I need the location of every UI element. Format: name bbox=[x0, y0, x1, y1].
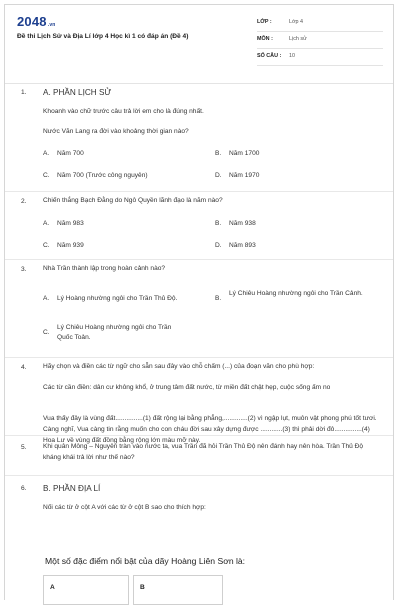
option-letter: A. bbox=[43, 220, 50, 227]
meta-key: LỚP : bbox=[257, 19, 272, 25]
column-a-header: A bbox=[43, 575, 129, 605]
question-number: 6. bbox=[21, 485, 27, 492]
option-text: Năm 938 bbox=[229, 220, 256, 227]
column-b-header: B bbox=[133, 575, 223, 605]
option-c[interactable] bbox=[43, 171, 148, 181]
option-text: Năm 939 bbox=[57, 242, 84, 249]
question-instruction: Nối các từ ở cột A với các từ ở cột B sao cho thích hợp: bbox=[43, 504, 206, 511]
question-number: 3. bbox=[21, 266, 27, 273]
option-text: Lý Hoàng nhường ngôi cho Trần Thủ Độ. bbox=[57, 295, 178, 302]
option-letter: A. bbox=[43, 150, 50, 157]
question-divider bbox=[5, 357, 393, 358]
option-b[interactable] bbox=[215, 149, 259, 159]
fill-in-words: Các từ cần điền: dân cư không khổ, ở trung tâm đất nước, từ miền đất chật hẹp, cuộc sống ấm no bbox=[43, 384, 331, 391]
option-b[interactable] bbox=[215, 289, 365, 304]
question-number: 5. bbox=[21, 444, 27, 451]
option-a[interactable] bbox=[43, 149, 84, 159]
option-text: Năm 700 (Trước công nguyên) bbox=[57, 172, 148, 179]
meta-value: Lớp 4 bbox=[289, 19, 304, 25]
meta-row-count bbox=[257, 49, 383, 66]
exam-meta bbox=[257, 15, 383, 66]
option-letter: B. bbox=[215, 150, 222, 157]
option-letter: C. bbox=[43, 172, 50, 179]
meta-key: MÔN : bbox=[257, 36, 273, 42]
document-title: Đề thi Lịch Sử và Địa Lí lớp 4 Học kì 1 có đáp án (Đề 4) bbox=[17, 33, 189, 40]
option-d[interactable] bbox=[215, 241, 256, 251]
option-b[interactable] bbox=[215, 219, 256, 229]
logo-tld: .vn bbox=[47, 22, 56, 28]
option-letter: B. bbox=[215, 295, 222, 302]
option-letter: B. bbox=[215, 220, 222, 227]
question-text: Nhà Trần thành lập trong hoàn cảnh nào? bbox=[43, 265, 166, 272]
section-title: A. PHẦN LỊCH SỬ bbox=[43, 88, 112, 97]
header-divider bbox=[5, 83, 393, 84]
option-letter: C. bbox=[43, 329, 50, 336]
site-logo[interactable] bbox=[17, 14, 56, 29]
match-table bbox=[43, 575, 383, 605]
option-text: Năm 1970 bbox=[229, 172, 260, 179]
fill-in-passage: Vua thấy đây là vùng đất...............(1) đất rộng lại bằng phẳng,.............(2) vì ngập lụt, muôn vật phong phú tốt tươi. Càng nghĩ, Vua càng tin rằng muốn cho con cháu đời sau xây dựng được ............(3) thì phải dời đô...............(4) Hoa Lư về vùng đất đồng bằng rộng lớn màu mỡ này. bbox=[43, 415, 377, 444]
option-letter: C. bbox=[43, 242, 50, 249]
question-divider bbox=[5, 191, 393, 192]
option-letter: A. bbox=[43, 295, 50, 302]
question-divider bbox=[5, 435, 393, 436]
option-c[interactable] bbox=[43, 241, 84, 251]
meta-row-subject bbox=[257, 32, 383, 49]
logo-text: 2048 bbox=[17, 14, 47, 29]
document-header bbox=[5, 5, 393, 71]
option-text: Năm 700 bbox=[57, 150, 84, 157]
option-text: Lý Chiêu Hoàng nhường ngôi cho Trần Cảnh. bbox=[229, 290, 363, 297]
option-d[interactable] bbox=[215, 171, 259, 181]
option-letter: D. bbox=[215, 172, 222, 179]
meta-key: SỐ CÂU : bbox=[257, 53, 282, 59]
option-text: Năm 1700 bbox=[229, 150, 260, 157]
question-number: 2. bbox=[21, 198, 27, 205]
option-text: Lý Chiêu Hoàng nhường ngôi cho Trần Quốc Toản. bbox=[57, 324, 172, 341]
option-text: Năm 893 bbox=[229, 242, 256, 249]
meta-row-grade bbox=[257, 15, 383, 32]
section-title: B. PHẦN ĐỊA LÍ bbox=[43, 484, 101, 493]
option-letter: D. bbox=[215, 242, 222, 249]
question-divider bbox=[5, 475, 393, 476]
option-c[interactable] bbox=[43, 323, 213, 343]
question-text: Chiến thắng Bạch Đằng do Ngô Quyền lãnh đạo là năm nào? bbox=[43, 197, 223, 204]
option-a[interactable] bbox=[43, 294, 213, 304]
meta-value: Lịch sử bbox=[289, 36, 307, 42]
match-subheading: Một số đặc điểm nổi bật của dãy Hoàng Liên Sơn là: bbox=[45, 556, 246, 566]
meta-value: 10 bbox=[289, 53, 295, 59]
question-number: 1. bbox=[21, 89, 27, 96]
document-frame bbox=[4, 4, 394, 600]
question-instruction: Khoanh vào chữ trước câu trả lời em cho là đúng nhất. bbox=[43, 108, 204, 115]
question-text: Hãy chọn và điền các từ ngữ cho sẵn sau đây vào chỗ chấm (...) của đoạn văn cho phù hợp: bbox=[43, 363, 315, 370]
option-text: Năm 983 bbox=[57, 220, 84, 227]
question-number: 4. bbox=[21, 364, 27, 371]
question-text: Nước Văn Lang ra đời vào khoảng thời gian nào? bbox=[43, 128, 189, 135]
option-a[interactable] bbox=[43, 219, 84, 229]
question-divider bbox=[5, 259, 393, 260]
question-text: Khi quân Mông – Nguyên tràn vào nước ta, vua Trần đã hỏi Trần Thủ Độ nên đánh hay nên hòa. Trần Thủ Độ kháng khái trả lời như thế nào? bbox=[43, 443, 364, 461]
